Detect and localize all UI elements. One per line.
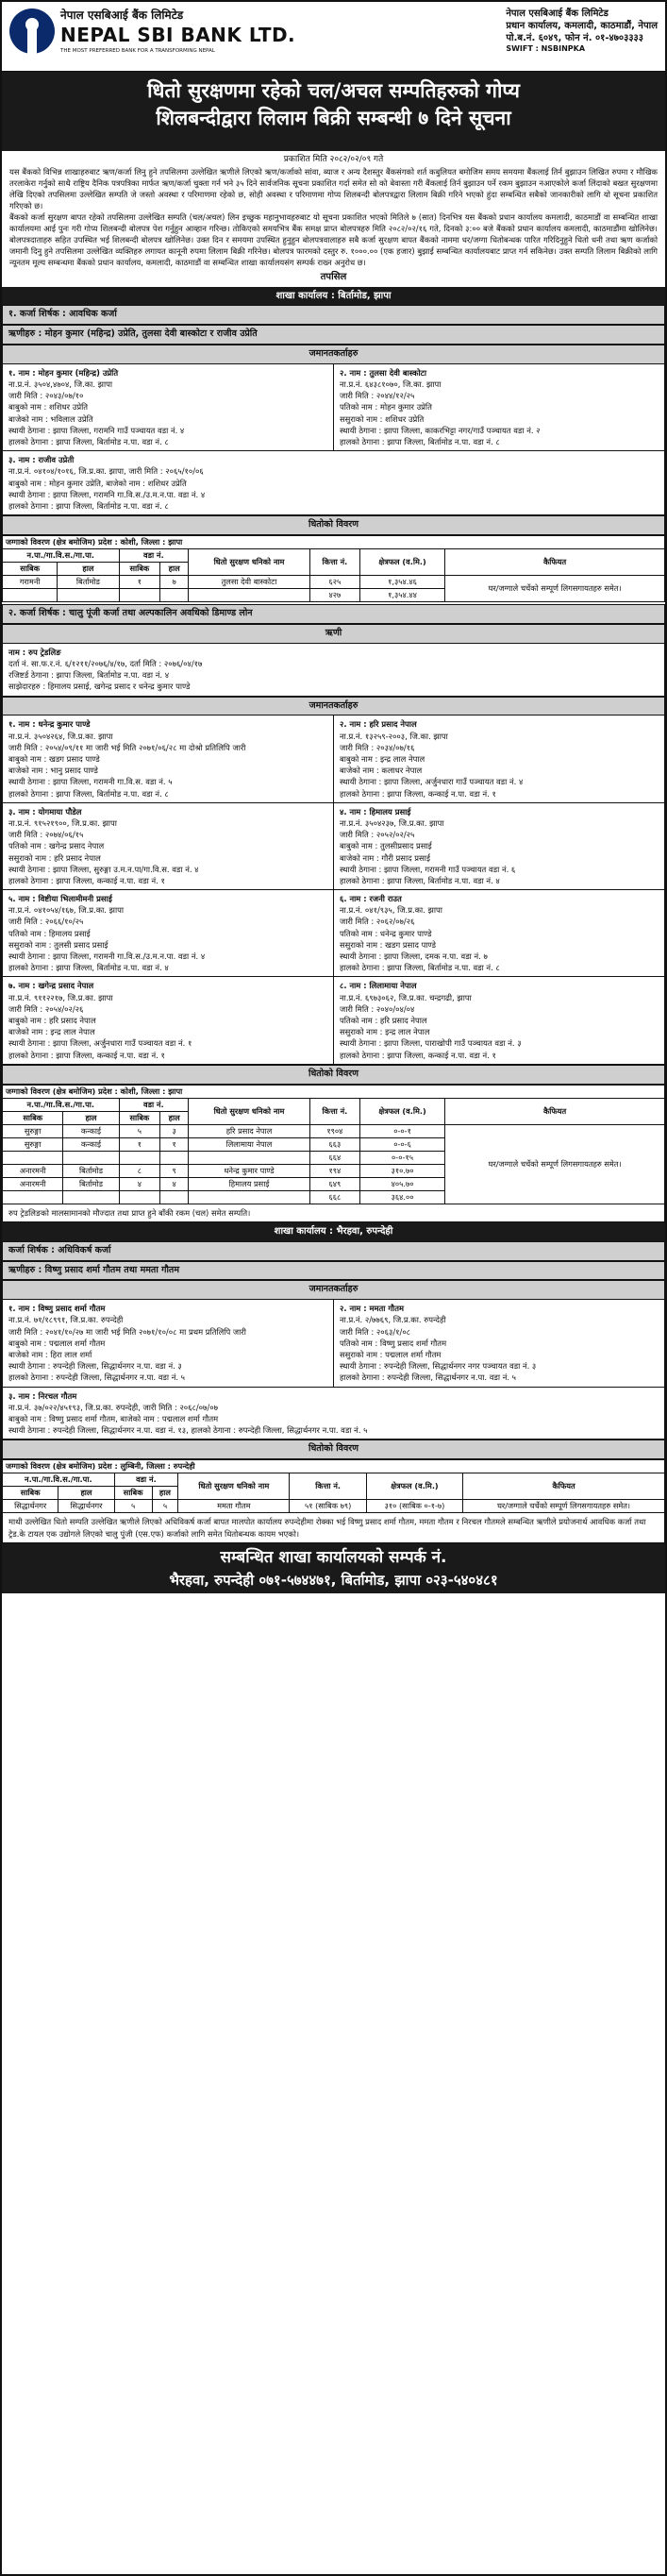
table-row bbox=[3, 576, 665, 589]
table-cell: १ bbox=[119, 576, 160, 589]
col-subheader: साबिक bbox=[119, 1111, 160, 1124]
person-detail: बाबुको नाम : पद्मलाल शर्मा गौतम bbox=[8, 1338, 106, 1348]
guarantor-grid bbox=[2, 716, 665, 1064]
table-cell bbox=[189, 1191, 310, 1204]
table-cell: धनेन्द्र कुमार पाण्डे bbox=[189, 1164, 310, 1177]
person-name: १. नाम : धनेन्द्र कुमार पाण्डे bbox=[8, 719, 91, 730]
person-block bbox=[3, 1300, 333, 1386]
person-detail: बाबुको नाम : विष्णु प्रसाद शर्मा गौतम, बाजेको नाम : पद्मलाल शर्मा गौतम bbox=[8, 1413, 219, 1423]
table-cell: बिर्तामोड bbox=[63, 1177, 119, 1190]
table-cell: ५ bbox=[114, 1500, 152, 1513]
person-block bbox=[333, 977, 664, 1063]
person-block bbox=[333, 803, 664, 889]
table-cell: गरामनी bbox=[3, 576, 58, 589]
table-cell: ८ bbox=[119, 1164, 160, 1177]
table-cell bbox=[119, 589, 160, 602]
bank-address bbox=[506, 8, 658, 54]
person-block bbox=[3, 803, 333, 889]
borrower-heading: ऋणीहरु : विष्णु प्रसाद शर्मा गौतम तथा ममता गौतम bbox=[2, 1261, 665, 1281]
table-cell: बिर्तामोड bbox=[63, 1164, 119, 1177]
person-detail: स्थायी ठेगाना : झापा जिल्ला, गरामनी गा.वि.स./उ.म.न.पा. वडा नं. ४ bbox=[8, 951, 206, 961]
col-header: कित्ता नं. bbox=[290, 1473, 366, 1500]
person-detail: स्थायी ठेगाना : झापा जिल्ला, गरामनि गा.वि.स./उ.म.न.पा. वडा नं. ४ bbox=[8, 489, 206, 499]
person-detail: ना.प्र.नं. ६४३८१०७०, जि.का. झापा bbox=[340, 379, 442, 390]
person-detail: ना.प्र.नं. ७१/१८९९१, जि.प्र.का. रुपन्देही bbox=[8, 1315, 124, 1325]
col-subheader: हाल bbox=[160, 1111, 189, 1124]
person-detail: हालको ठेगाना : रुपन्देही जिल्ला, सिद्धार्थनगर न.पा. वडा नं. ५ bbox=[340, 1372, 517, 1383]
table-cell: ६२५ bbox=[309, 576, 359, 589]
col-header: धितो सुरक्षण धनिको नाम bbox=[189, 549, 310, 576]
person-name: ८. नाम : लिलामाया नेपाल bbox=[340, 981, 417, 991]
land-table bbox=[2, 1085, 665, 1205]
person-block bbox=[3, 890, 333, 976]
col-header: कैफियत bbox=[445, 549, 665, 576]
remark-cell: घर/जग्गाले चर्चेको सम्पूर्ण लिगसगायतहरु समेत। bbox=[463, 1500, 665, 1513]
person-detail: ना.प्र.नं. ०४१०४/१०१६, जि.प्र.का. झापा, जारी मिति : २०६५/१०/०६ bbox=[8, 466, 204, 477]
table-cell: ४०५.७० bbox=[359, 1177, 444, 1190]
table-row bbox=[3, 1500, 665, 1513]
sbi-logo-icon bbox=[9, 8, 55, 54]
bank-name-nepali: नेपाल एसबिआई बैंक लिमिटेड bbox=[60, 8, 184, 22]
remark-cell: घर/जग्गाले चर्चेको सम्पूर्ण लिगसगायतहरु समेत। bbox=[445, 576, 665, 602]
table-cell: ६६४ bbox=[309, 1151, 359, 1164]
col-subheader: साबिक bbox=[3, 1111, 63, 1124]
contact-heading: सम्बन्धित शाखा कार्यालयको सम्पर्क नं. bbox=[220, 1547, 447, 1567]
person-detail: पतिको नाम : विष्णु प्रसाद शर्मा गौतम bbox=[340, 1338, 447, 1348]
person-detail: स्थायी ठेगाना : झापा जिल्ला, गरामनि गाउँ पञ्चायत वडा नं. ४ bbox=[8, 425, 185, 435]
table-cell: सिद्धार्थनगर bbox=[58, 1500, 114, 1513]
table-cell: १ bbox=[119, 1137, 160, 1151]
col-header: कित्ता नं. bbox=[309, 549, 359, 576]
person-detail: स्थायी ठेगाना : रुपन्देही जिल्ला, सिद्धार्थनगर न.पा. वडा नं. ३ bbox=[8, 1361, 182, 1372]
person-detail: बाजेको नाम : कलाधर नेपाल bbox=[340, 766, 423, 776]
guarantor-row bbox=[2, 977, 665, 1064]
col-header: कैफियत bbox=[463, 1473, 665, 1500]
person-detail: पतिको नाम : खगेन्द्र प्रसाद नेपाल bbox=[8, 841, 105, 851]
person-detail: बाजेको नाम : गौरी प्रसाद प्रसाई bbox=[340, 852, 430, 863]
intro-paragraph: यस बैंकको विभिन्न शाखाहरुबाट ऋण/कर्जा लिनु हुने तपसिलमा उल्लेखित ऋणीले लिएको ऋण/कर्जाको सांवा, ब्याज र अन्य दैशस्तुर बैंकसंगको शर्त कबुलियत बमोजिम समय समयमा बैंकलाई तिर्न बुझाउन लिखित रुपमा र मौखिक तरलाकेरा गर्नुको साथै राष्ट्रिय दैनिक पत्रपत्रिका मार्फत ऋण/कर्जा चुक्ता गर्न भने ३५ दिने सार्वजनिक सूचना प्रकाशित गर्दा समेत सो को बेवास्ता गरी बैंकलाई तिर्न बुझाउन पर्ने रकम बुझाउन नआएकोले कर्जा लिंदाको बखत सुरक्षणमा लेखि दिएको तपसिलमा उल्लेखित सम्पति जे जस्तो अवस्था र परिमाणमा रहेको छ, सोही अवस्था र परिमाणमा गोप्य शिलबन्दी बोलपत्रद्वारा लिलाम बिक्री गरिने भएको हुंदा सम्बन्धित सबैको जानकारीको लागि यो सूचना प्रकाशित गरिएको छ। bbox=[9, 167, 658, 210]
table-cell bbox=[160, 1191, 189, 1204]
person-detail: जारी मिति : २०४३/०७/१० bbox=[8, 391, 84, 401]
person-detail: बाजेको नाम : हिरा लाल शर्मा bbox=[8, 1349, 92, 1359]
col-header: क्षेत्रफल (व.मि.) bbox=[359, 1098, 444, 1124]
person-name: १. नाम : विष्णु प्रसाद शर्मा गौतम bbox=[8, 1304, 106, 1314]
guarantor-heading: जमानतकर्ताहरु bbox=[2, 1280, 665, 1300]
col-header: वडा नं. bbox=[119, 1098, 189, 1111]
person-detail: हालको ठेगाना : रुपन्देही जिल्ला, सिद्धार्थनगर न.पा. वडा नं. ५ bbox=[8, 1372, 186, 1383]
remark-cell: घर/जग्गाले चर्चेको सम्पूर्ण लिगसगायतहरु समेत। bbox=[445, 1124, 665, 1204]
person-detail: रजिष्टर्ड ठेगाना : झापा जिल्ला, बिर्तामोड न.पा. वडा नं. ४ bbox=[8, 670, 170, 681]
person-name: ३. नाम : योगमाया पौडेल bbox=[8, 806, 82, 817]
col-header: वडा नं. bbox=[119, 549, 189, 563]
person-detail: ना.प्र.नं. ३५०४,४७०४, जि.का. झापा bbox=[8, 379, 113, 390]
person-detail: ससुराको नाम : इन्द्र लाल नेपाल bbox=[340, 1027, 430, 1037]
table-cell: १९४ bbox=[309, 1164, 359, 1177]
person-detail: हालको ठेगाना : झापा जिल्ला, कन्काई न.पा. वडा नं. १ bbox=[340, 1050, 496, 1060]
land-heading: जग्गाको विवरण (क्षेत्र बमोजिम) प्रदेश : कोशी, जिल्ला : झापा bbox=[3, 1085, 665, 1098]
table-cell bbox=[3, 1191, 63, 1204]
table-cell: हिमालय प्रसाई bbox=[189, 1177, 310, 1190]
person-block bbox=[333, 364, 664, 450]
table-cell bbox=[63, 1191, 119, 1204]
contact-numbers: भैरहवा, रुपन्देही ०७१-५७४४७१, बिर्तामोड, झापा ०२३-५४०४८१ bbox=[169, 1571, 498, 1589]
person-block bbox=[3, 364, 333, 450]
person-detail: जारी मिति : २०६२/०७/२६ bbox=[340, 917, 415, 927]
table-cell bbox=[3, 589, 58, 602]
person-detail: ना.प्र.नं. ९११२२१७, जि.प्र.का. झापा bbox=[8, 992, 113, 1002]
table-cell: १,३५४.४६ bbox=[359, 576, 444, 589]
swift-code: SWIFT : NSBINPKA bbox=[506, 44, 586, 53]
person-block bbox=[3, 716, 333, 801]
publish-date: प्रकाशित मिति २०८२/०२/०९ गते bbox=[283, 155, 384, 164]
table-cell: अनारमनी bbox=[3, 1164, 63, 1177]
bank-name-english: NEPAL SBI BANK LTD. bbox=[60, 24, 296, 47]
table-cell: ५ bbox=[119, 1124, 160, 1137]
person-detail: बाबुको नाम : खडग प्रसाद पाण्डे bbox=[8, 754, 100, 764]
land-heading: जग्गाको विवरण (क्षेत्र बमोजिम) प्रदेश : कोशी, जिल्ला : झापा bbox=[3, 535, 665, 548]
table-cell bbox=[160, 1151, 189, 1164]
table-cell: लिलामाया नेपाल bbox=[189, 1137, 310, 1151]
land-heading: जग्गाको विवरण (क्षेत्र बमोजिम) प्रदेश : लुम्बिनी, जिल्ला : रुपन्देही bbox=[3, 1460, 665, 1473]
person-detail: स्थायी ठेगाना : झापा जिल्ला, अर्जुनधारा गाउँ पञ्चायत वडा नं. १ bbox=[8, 1038, 192, 1049]
person-name: ७. नाम : खगेन्द्र प्रसाद नेपाल bbox=[8, 981, 94, 991]
table-cell bbox=[160, 589, 189, 602]
col-header: क्षेत्रफल (व.मि.) bbox=[359, 549, 444, 576]
guarantor-row bbox=[2, 890, 665, 977]
person-detail: जारी मिति : २०४१/१०/२७ मा जारी भई मिति २०७१/१०/०८ मा प्रथम प्रतिलिपि जारी bbox=[8, 1326, 246, 1337]
person-detail: ससुराको नाम : शशिधर उप्रेति bbox=[340, 413, 425, 424]
person-block bbox=[2, 1388, 665, 1440]
person-detail: हालको ठेगाना : झापा जिल्ला, बिर्तामोड न.पा. वडा नं. ८ bbox=[340, 437, 500, 446]
person-detail: पतिको नाम : हरि प्रसाद नेपाल bbox=[340, 1015, 427, 1025]
bank-header bbox=[2, 2, 665, 72]
person-block bbox=[333, 716, 664, 801]
borrower-heading: ऋणी bbox=[2, 624, 665, 644]
person-detail: जारी मिति : २०५४/०९/११ मा जारी भई मिति २०७१/०६/२८ मा दोश्रो प्रतिलिपि जारी bbox=[8, 742, 246, 752]
table-cell: १,३५४.४४ bbox=[359, 589, 444, 602]
loan-heading: कर्जा शिर्षक : अधिविकर्ष कर्जा bbox=[2, 1241, 665, 1261]
person-detail: बाबुको नाम : इन्द्र लाल नेपाल bbox=[340, 754, 425, 764]
person-detail: जारी मिति : २०४०/०४/०४ bbox=[340, 1003, 415, 1014]
land-table bbox=[2, 1459, 665, 1513]
title-line: धितो सुरक्षणमा रहेको चल/अचल सम्पतिहरुको गोप्य bbox=[147, 79, 520, 102]
person-detail: ससुराको नाम : हरि प्रसाद नेपाल bbox=[8, 852, 101, 863]
person-detail: ना.प्र.नं. ०४१/९३५, जि.प्र.का. झापा bbox=[340, 905, 442, 916]
table-cell: तुलसा देवी बास्कोटा bbox=[189, 576, 310, 589]
person-block bbox=[3, 977, 333, 1063]
person-detail: स्थायी ठेगाना : झापा जिल्ला, दमक न.पा. वडा नं. ७ bbox=[340, 951, 488, 961]
table-cell: ६४९ bbox=[309, 1177, 359, 1190]
table-cell: ३ bbox=[160, 1124, 189, 1137]
table-cell: ३६४.०० bbox=[359, 1191, 444, 1204]
table-cell: ५१ (साबिक ७९) bbox=[290, 1500, 366, 1513]
table-cell bbox=[189, 1151, 310, 1164]
person-detail: पतिको नाम : मोहन कुमार उप्रेति bbox=[340, 402, 432, 412]
person-detail: स्थायी ठेगाना : झापा जिल्ला, काकरभिट्टा नगर/गाउँ पञ्चायत वडा नं. २ bbox=[340, 425, 541, 435]
person-detail: ना.प्र.नं. ९१५२१९००, जि.प्र.का. झापा bbox=[8, 817, 117, 828]
person-detail: बाजेको नाम : भविलाल उप्रेति bbox=[8, 413, 93, 424]
table-row bbox=[3, 1124, 665, 1137]
address-line: प्रधान कार्यालय, कमलादी, काठमाडौं, नेपाल bbox=[506, 21, 658, 31]
guarantor-row bbox=[2, 1300, 665, 1387]
table-cell bbox=[3, 1151, 63, 1164]
col-header: कैफियत bbox=[445, 1098, 665, 1124]
person-detail: ना.प्र.नं. १३२५९-२००३, जि.का. झापा bbox=[340, 731, 448, 741]
person-name: ३. नाम : निरचल गौतम bbox=[8, 1390, 77, 1401]
collateral-heading: धितोको विवरण bbox=[2, 1065, 665, 1085]
person-detail: ना.प्र.नं. ३५०४२६४, जि.प्र.का. झापा bbox=[8, 731, 113, 741]
table-cell: १९०४ bbox=[309, 1124, 359, 1137]
person-detail: हालको ठेगाना : झापा जिल्ला, कन्काई न.पा. वडा नं. १ bbox=[8, 1050, 165, 1060]
table-cell: ०-०-१ bbox=[359, 1124, 444, 1137]
person-detail: ना.प्र.नं. २/७७६९, जि.प्र.का. रुपन्देही bbox=[340, 1315, 446, 1325]
col-subheader: साबिक bbox=[3, 563, 58, 576]
col-header: धितो सुरक्षण धनिको नाम bbox=[178, 1473, 290, 1500]
person-detail: ना.प्र.नं. ३७/०२२/४५१९३, जि.प्र.का. रुपन्देही, जारी मिति : २०६८/०७/०७ bbox=[8, 1402, 218, 1412]
person-detail: बाबुको नाम : हरि प्रसाद नेपाल bbox=[8, 1015, 96, 1025]
col-header: न.पा./गा.वि.स./गा.पा. bbox=[3, 1473, 115, 1487]
collateral-heading: धितोको विवरण bbox=[2, 1440, 665, 1459]
table-cell: ३१०.७० bbox=[359, 1164, 444, 1177]
table-cell bbox=[119, 1151, 160, 1164]
table-cell: ३१० (साबिक ०-१-७) bbox=[366, 1500, 462, 1513]
table-cell: ९ bbox=[160, 1164, 189, 1177]
person-detail: जारी मिति : २०७४/०६/१५ bbox=[8, 830, 84, 840]
col-header: न.पा./गा.वि.स./गा.पा. bbox=[3, 1098, 120, 1111]
bank-tagline: THE MOST PREFERRED BANK FOR A TRANSFORMING NEPAL bbox=[60, 48, 215, 55]
person-detail: जारी मिति : २०६६/१०/२५ bbox=[8, 917, 84, 927]
person-detail: बाजेको नाम : इन्द्र लाल नेपाल bbox=[8, 1027, 95, 1037]
table-cell: ६६३ bbox=[309, 1137, 359, 1151]
person-detail: ससुराको नाम : खडग प्रसाद पाण्डे bbox=[340, 939, 436, 950]
table-cell: कन्काई bbox=[63, 1124, 119, 1137]
person-name: नाम : रुप ट्रेडलिङ bbox=[8, 647, 61, 657]
person-block bbox=[333, 1300, 664, 1386]
person-detail: हालको ठेगाना : झापा जिल्ला, बिर्तामोड न.पा. वडा नं. ८ bbox=[8, 437, 169, 446]
table-cell: ४२७ bbox=[309, 589, 359, 602]
person-detail: स्थायी ठेगाना : झापा जिल्ला, अर्जुनधारा गाउँ पञ्चायत वडा नं. ४ bbox=[340, 777, 524, 787]
person-detail: ना.प्र.नं. ३५०४२३७, जि.प्र.का. झापा bbox=[340, 817, 444, 828]
table-cell: कन्काई bbox=[63, 1137, 119, 1151]
person-name: १. नाम : मोहन कुमार (महिन्द्र) उप्रेति bbox=[8, 367, 119, 378]
contact-footer bbox=[2, 1543, 665, 1593]
col-header: वडा नं. bbox=[114, 1473, 178, 1487]
col-subheader: साबिक bbox=[3, 1487, 58, 1500]
borrower-heading: ऋणीहरु : मोहन कुमार (महिन्द्र) उप्रेति, तुलसा देवी बास्कोटा र राजीव उप्रेति bbox=[2, 325, 665, 345]
guarantor-heading: जमानतकर्ताहरु bbox=[2, 697, 665, 716]
person-block bbox=[2, 451, 665, 515]
person-name: ६. नाम : रजनी राउत bbox=[340, 894, 402, 904]
table-cell: सुरुङ्गा bbox=[3, 1124, 63, 1137]
person-detail: ससुराको नाम : पद्मलाल शर्मा गौतम bbox=[340, 1349, 442, 1359]
table-cell: सुरुङ्गा bbox=[3, 1137, 63, 1151]
person-detail: स्थायी ठेगाना : रुपन्देही जिल्ला, सिद्धार्थनगर न.पा. वडा नं. १३, हालको ठेगाना : रुपन्देही जिल्ला, सिद्धार्थनगर न.पा. वडा नं. ५ bbox=[8, 1425, 368, 1436]
loan-heading: २. कर्जा शिर्षक : चालु पूंजी कर्जा तथा अल्पकालिन अवधिको डिमाण्ड लोन bbox=[2, 604, 665, 624]
col-header: क्षेत्रफल (व.मि.) bbox=[366, 1473, 462, 1500]
table-cell: ६६८ bbox=[309, 1191, 359, 1204]
col-subheader: हाल bbox=[160, 563, 189, 576]
person-detail: साझेदारहरु : हिमालय प्रसाई, खगेन्द्र प्रसाद र धनेन्द्र कुमार पाण्डे bbox=[8, 682, 191, 692]
person-detail: जारी मिति : २०५४/०२/२६ bbox=[8, 1003, 84, 1014]
person-detail: ससुराको नाम : तुलसी प्रसाद प्रसाई bbox=[8, 939, 108, 950]
table-cell: सिद्धार्थनगर bbox=[3, 1500, 58, 1513]
col-subheader: हाल bbox=[58, 563, 119, 576]
address-line: नेपाल एसबिआई बैंक लिमिटेड bbox=[506, 8, 609, 19]
col-subheader: हाल bbox=[63, 1111, 119, 1124]
col-subheader: साबिक bbox=[119, 563, 160, 576]
person-detail: हालको ठेगाना : झापा जिल्ला, बिर्तामोड न.पा. वडा नं. ४ bbox=[8, 963, 169, 973]
guarantor-row bbox=[2, 364, 665, 451]
col-header: न.पा./गा.वि.स./गा.पा. bbox=[3, 549, 120, 563]
col-subheader: हाल bbox=[152, 1487, 177, 1500]
person-detail: जारी मिति : २०५२/०२/२५ bbox=[340, 830, 415, 840]
person-detail: स्थायी ठेगाना : झापा जिल्ला, सुरुङ्गा उ.म.न.पा/गा.वि.स. वडा नं. ४ bbox=[8, 864, 199, 874]
guarantor-row bbox=[2, 716, 665, 802]
terms-paragraph: बैंकको कर्जा सुरक्षण बापत रहेको तपसिलमा उल्लेखित सम्पति (चल/अचल) लिन इच्छुक महानुभावहरुबाट यो सूचना प्रकाशित भएको मितिले ७ (सात) दिनभित्र यस बैंकको प्रधान कार्यालय कमलादी, काठमाडौं वा सम्बन्धित शाखा कार्यालयमा आई पुनः गरी गोप्य शिलबन्दी बोलपत्र पेश गर्नुहुन आव्हान गरिन्छ। तोकिएको समयभित्र बैंक समक्ष प्राप्त बोलपत्रहरु मिति २०८२/०२/१६ गते, दिनको ३:०० बजे बैंकको प्रधान कार्यालय कमलादी, काठमाडौंमा खोलिनेछ। बोलपत्रदाताहरु सहित उपस्थित भई शिलबन्दी बोलपत्र खोलिनेछ। उक्त दिन र समयमा उपस्थित हुनुहुन बोलपत्रवालाहरु सबै कर्जा सुरक्षण बापत बैंकको नाममा धर/जग्गा धितोबन्धक पारित गरिदिनुहुने धितो धनी तथा ऋण कर्जाको जमानी दिनु हुने तपसिलमा उल्लेखित व्यक्तिहरु लगायत कानूनी रुपमा लिलाम बिक्री गरिनेछ। बोलपत्र फारमको दस्तुर रु. १०००.०० (एक हजार) बुझाई सम्बन्धित कार्यालयबाट प्राप्त गर्न सकिनेछ। उक्त सम्पति लिलाम बिक्रीको लागि न्यूनतम मूल्य सम्बन्धमा बैंकको प्रधान कार्यालय, कमलादी, काठमाडौं वा सम्बन्धित शाखा कार्यालयसंग सम्पर्क राख्न अनुरोध छ। bbox=[9, 211, 658, 267]
person-detail: हालको ठेगाना : झापा जिल्ला, बिर्तामोड न.पा. वडा नं. ८ bbox=[8, 788, 169, 799]
table-cell: ५ bbox=[152, 1500, 177, 1513]
guarantor-heading: जमानतकर्ताहरु bbox=[2, 345, 665, 364]
person-detail: हालको ठेगाना : झापा जिल्ला, बिर्तामोड न.पा. वडा नं. ८ bbox=[8, 500, 169, 511]
person-detail: ना.प्र.नं. ०४१०५४/१६७, जि.प्र.का. झापा bbox=[8, 905, 125, 916]
guarantor-row bbox=[2, 803, 665, 890]
person-detail: स्थायी ठेगाना : झापा जिल्ला, गरामनी गाउँ पञ्चायत वडा नं. ६ bbox=[340, 864, 516, 874]
table-cell: १ bbox=[160, 1137, 189, 1151]
person-detail: बाबुको नाम : मोहन कुमार उप्रेति, बाजेको नाम : शशिधर उप्रेति bbox=[8, 478, 187, 488]
branch-bar: शाखा कार्यालय : बिर्तामोड, झापा bbox=[2, 287, 665, 306]
person-detail: जारी मिति : २०४४/१२/२५ bbox=[340, 391, 415, 401]
land-table bbox=[2, 535, 665, 602]
person-detail: बाबुको नाम : शशिधर उप्रेति bbox=[8, 402, 89, 412]
table-cell: ४ bbox=[160, 1177, 189, 1190]
person-name: २. नाम : ममता गौतम bbox=[340, 1304, 404, 1314]
collateral-note: रुप ट्रेडलिङको मालसामानको मौज्दात तथा प्राप्त हुने बाँकी रकम (चल) समेत सम्पति। bbox=[2, 1204, 665, 1222]
table-cell bbox=[63, 1151, 119, 1164]
person-name: ३. नाम : राजीव उप्रेती bbox=[8, 455, 75, 465]
person-detail: स्थायी ठेगाना : झापा जिल्ला, गरामनी गा.वि.स. वडा नं. ५ bbox=[8, 777, 173, 787]
person-detail: पतिको नाम : धनेन्द्र कुमार पाण्डे bbox=[340, 928, 432, 938]
person-detail: हालको ठेगाना : झापा जिल्ला, बिर्तामोड न.पा. वडा नं. ४ bbox=[340, 875, 500, 885]
person-detail: स्थायी ठेगाना : रुपन्देही जिल्ला, सिद्धार्थनगर नगर पञ्चायत वडा नं. ३ bbox=[340, 1361, 537, 1372]
person-detail: हालको ठेगाना : झापा जिल्ला, बिर्तामोड न.पा. वडा नं. ८ bbox=[340, 963, 500, 973]
col-subheader: हाल bbox=[58, 1487, 114, 1500]
table-cell: ०-०-६ bbox=[359, 1137, 444, 1151]
col-header: धितो सुरक्षण धनिको नाम bbox=[189, 1098, 310, 1124]
person-detail: जारी मिति : २०६३/१/०८ bbox=[340, 1326, 411, 1337]
collateral-note: माथी उल्लेखित धितो सम्पति उल्लेखित ऋणीले लिएको अधिविकर्ष कर्जा बापत मालपोत कार्यालय रुपन्देहीमा रोक्का भई विष्णु प्रसाद शर्मा गौतम, ममता गौतम र निरचल गौतमले सम्बन्धित ऋणीले प्रयोजनार्थ आवधिक कर्जा तथा ट्रेड.के टायल एक उद्योगले लिएको चालु पुंजी (एस.एफ) कर्जाको लागि समेत धितोबन्धक कायम भएको। bbox=[2, 1513, 665, 1542]
table-cell: ७ bbox=[160, 576, 189, 589]
person-name: ४. नाम : हिमालय प्रसाई bbox=[340, 806, 411, 817]
table-cell bbox=[58, 589, 119, 602]
person-detail: हालको ठेगाना : झापा जिल्ला, कन्काई न.पा. वडा नं. १ bbox=[8, 875, 165, 885]
schedule-heading: तपसिल bbox=[320, 272, 347, 283]
loan-heading: १. कर्जा शिर्षक : आवधिक कर्जा bbox=[2, 305, 665, 325]
person-detail: बाबुको नाम : तुलसीप्रसाद प्रसाई bbox=[340, 841, 432, 851]
person-detail: बाजेको नाम : भानु प्रसाद पाण्डे bbox=[8, 766, 98, 776]
table-cell: बिर्तामोड bbox=[58, 576, 119, 589]
table-cell: अनारमनी bbox=[3, 1177, 63, 1190]
person-detail: स्थायी ठेगाना : झापा जिल्ला, पाराखोपी गाउँ पञ्चायत वडा नं. ३ bbox=[340, 1038, 522, 1049]
table-cell: हरि प्रसाद नेपाल bbox=[189, 1124, 310, 1137]
title-line: शिलबन्दीद्वारा लिलाम बिक्री सम्बन्धी ७ दिने सूचना bbox=[156, 107, 511, 130]
branch-bar: शाखा कार्यालय : भैरहवा, रुपन्देही bbox=[2, 1222, 665, 1241]
firm-block bbox=[2, 644, 665, 697]
notice-title bbox=[2, 72, 665, 151]
col-subheader: साबिक bbox=[114, 1487, 152, 1500]
table-cell bbox=[189, 589, 310, 602]
person-detail: हालको ठेगाना : झापा जिल्ला, कन्काई न.पा. वडा नं. १ bbox=[340, 788, 496, 799]
person-detail: ना.प्र.नं. ६९७३०६२, जि.प्र.का. चन्द्रगढी, झापा bbox=[340, 992, 472, 1002]
person-detail: पतिको नाम : हिमालय प्रसाई bbox=[8, 928, 91, 938]
collateral-heading: धितोको विवरण bbox=[2, 515, 665, 535]
person-detail: जारी मिति : २०३४/०७/१६ bbox=[340, 742, 415, 752]
table-cell: ०-०-१५ bbox=[359, 1151, 444, 1164]
table-cell: ममता गौतम bbox=[178, 1500, 290, 1513]
person-detail: दर्ता नं. सा.फ.र.नं. ६/१२११/२०७६/४/१७, दर्ता मिति : २०७६/०४/१७ bbox=[8, 659, 203, 669]
person-name: ५. नाम : विष्टीया भिलामीमनी प्रसाई bbox=[8, 894, 112, 904]
person-name: २. नाम : हरि प्रसाद नेपाल bbox=[340, 719, 417, 730]
address-line: पो.ब.नं. ६०४९, फोन नं. ०१-४७०३३३३ bbox=[506, 33, 643, 43]
table-cell bbox=[119, 1191, 160, 1204]
col-header: कित्ता नं. bbox=[309, 1098, 359, 1124]
person-block bbox=[333, 890, 664, 976]
table-cell: ४ bbox=[119, 1177, 160, 1190]
person-name: २. नाम : तुलसा देवी बास्कोटा bbox=[340, 367, 427, 378]
